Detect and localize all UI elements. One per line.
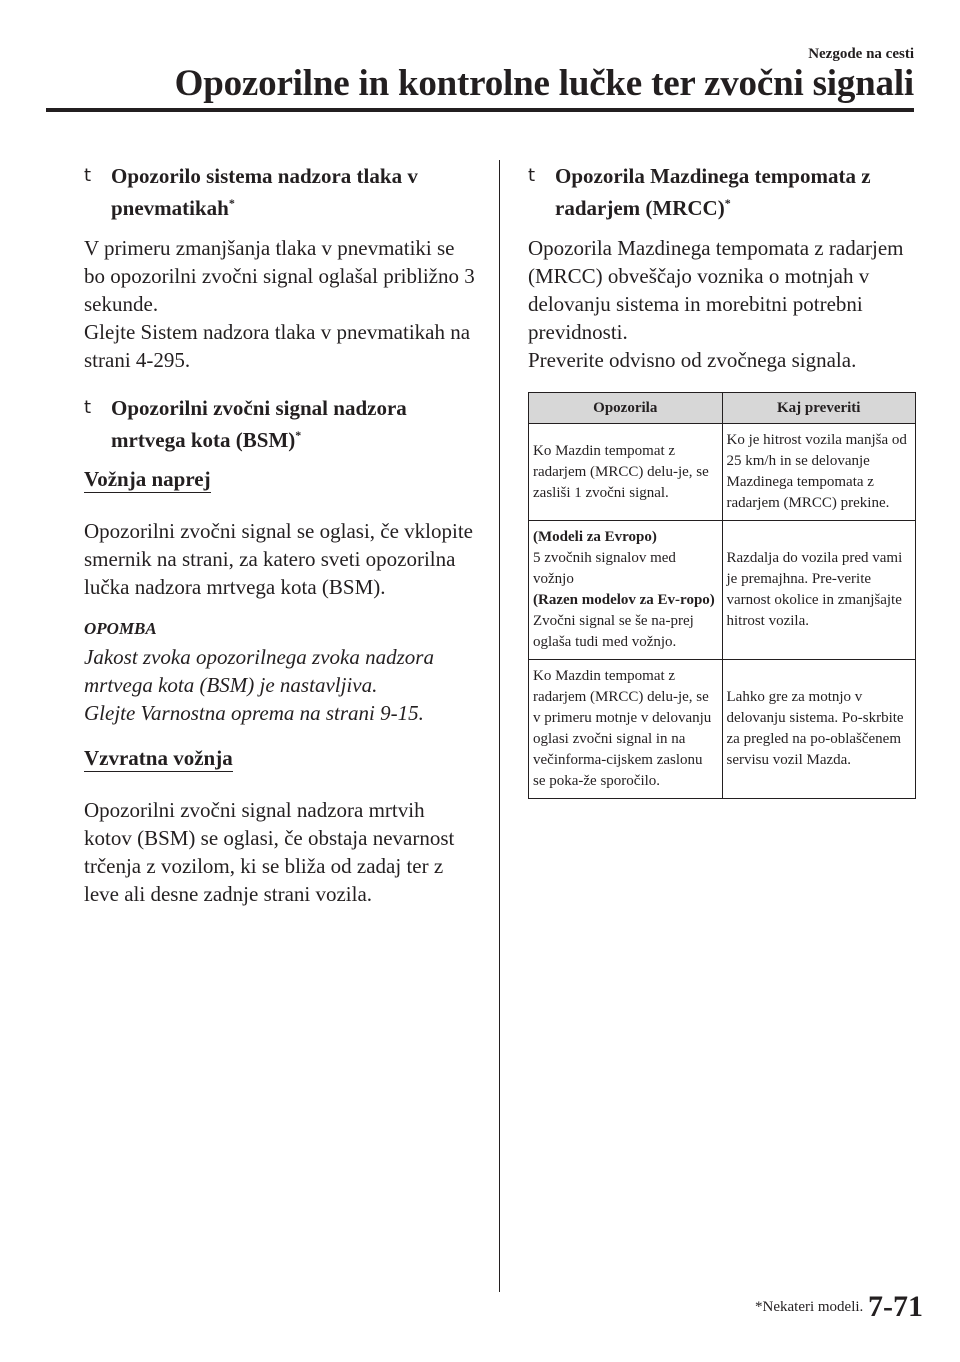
bullet-marker: t — [528, 165, 536, 186]
table-row — [529, 424, 916, 521]
subheading-reverse: Vzvratna vožnja — [84, 746, 233, 770]
footnote: *Nekateri modeli. — [755, 1299, 864, 1315]
table-cell: Lahko gre za motnjo v delovanju sistema. Po-skrbite za pregled na po-oblaščenem servisu vozil Mazda. — [722, 660, 916, 799]
subheading-forward: Vožnja naprej — [84, 467, 211, 491]
note-text — [84, 643, 476, 727]
table-cell: Ko Mazdin tempomat z radarjem (MRCC) delu-je, se v primeru motnje v delovanju oglasi zvočni signal in na večinforma-cijskem zaslonu se poka-že sporočilo. — [529, 660, 723, 799]
note-reference: Glejte Varnostna oprema na strani 9-15. — [84, 701, 424, 725]
heading-bsm — [84, 392, 476, 456]
table-header-cell: Kaj preveriti — [722, 393, 916, 424]
header-rule — [46, 108, 914, 112]
cell-text: 5 zvočnih signalov med vožnjo — [533, 550, 676, 587]
paragraph: Opozorilni zvočni signal se oglasi, če vklopite smernik na strani, za katero sveti opozorilna lučka nadzora mrtvega kota (BSM). — [84, 519, 473, 599]
note-label: OPOMBA — [84, 619, 157, 638]
heading-text: Opozorilni zvočni signal nadzora mrtvega kota (BSM) — [111, 396, 407, 452]
table-header-row — [529, 393, 916, 424]
heading-mrcc — [528, 160, 916, 224]
table-cell — [529, 521, 723, 660]
bullet-marker: t — [84, 397, 92, 418]
table-header-cell: Opozorila — [529, 393, 723, 424]
cross-reference: Glejte Sistem nadzora tlaka v pnevmatikah na strani 4-295. — [84, 320, 471, 372]
table-cell: Razdalja do vozila pred vami je premajhna. Pre-verite varnost okolice in zmanjšajte hitrost vozila. — [722, 521, 916, 660]
asterisk-mark: * — [228, 196, 235, 210]
heading-tire-pressure — [84, 160, 476, 224]
cell-text: Zvočni signal se še na-prej oglaša tudi med vožnjo. — [533, 613, 694, 650]
left-column — [84, 160, 476, 926]
table-row — [529, 521, 916, 660]
paragraph-line: Opozorila Mazdinega tempomata z radarjem (MRCC) obveščajo voznika o motnjah v delovanju sistema in morebitni potrebni previdnosti. — [528, 236, 904, 344]
heading-text: Opozorila Mazdinega tempomata z radarjem (MRCC) — [555, 164, 871, 220]
note-line: Jakost zvoka opozorilnega zvoka nadzora mrtvega kota (BSM) je nastavljiva. — [84, 645, 434, 697]
paragraph — [528, 234, 916, 374]
asterisk-mark: * — [724, 196, 731, 210]
region-label: (Modeli za Evropo) — [533, 529, 657, 545]
table-cell: Ko Mazdin tempomat z radarjem (MRCC) delu-je, se zasliši 1 zvočni signal. — [529, 424, 723, 521]
heading-text: Opozorilo sistema nadzora tlaka v pnevmatikah — [111, 164, 418, 220]
region-label: (Razen modelov za Ev-ropo) — [533, 592, 715, 608]
section-title: Nezgode na cesti — [808, 46, 914, 62]
paragraph — [84, 234, 476, 374]
table-row — [529, 660, 916, 799]
paragraph-line: Preverite odvisno od zvočnega signala. — [528, 348, 857, 372]
page-title: Opozorilne in kontrolne lučke ter zvočni signali — [174, 63, 914, 104]
table-cell: Ko je hitrost vozila manjša od 25 km/h in se delovanje Mazdinega tempomata z radarjem (MRCC) prekine. — [722, 424, 916, 521]
asterisk-mark: * — [295, 428, 302, 442]
paragraph: Opozorilni zvočni signal nadzora mrtvih kotov (BSM) se oglasi, če obstaja nevarnost trčenja z vozilom, ki se bliža od zadaj ter z leve ali desne zadnje strani vozila. — [84, 798, 455, 906]
bullet-marker: t — [84, 165, 92, 186]
right-column — [528, 160, 916, 799]
paragraph-line: V primeru zmanjšanja tlaka v pnevmatiki se bo opozorilni zvočni signal oglašal približno 3 sekunde. — [84, 236, 475, 316]
mrcc-warnings-table — [528, 392, 916, 799]
column-divider — [499, 160, 500, 1292]
page-number: 7-71 — [868, 1290, 923, 1323]
